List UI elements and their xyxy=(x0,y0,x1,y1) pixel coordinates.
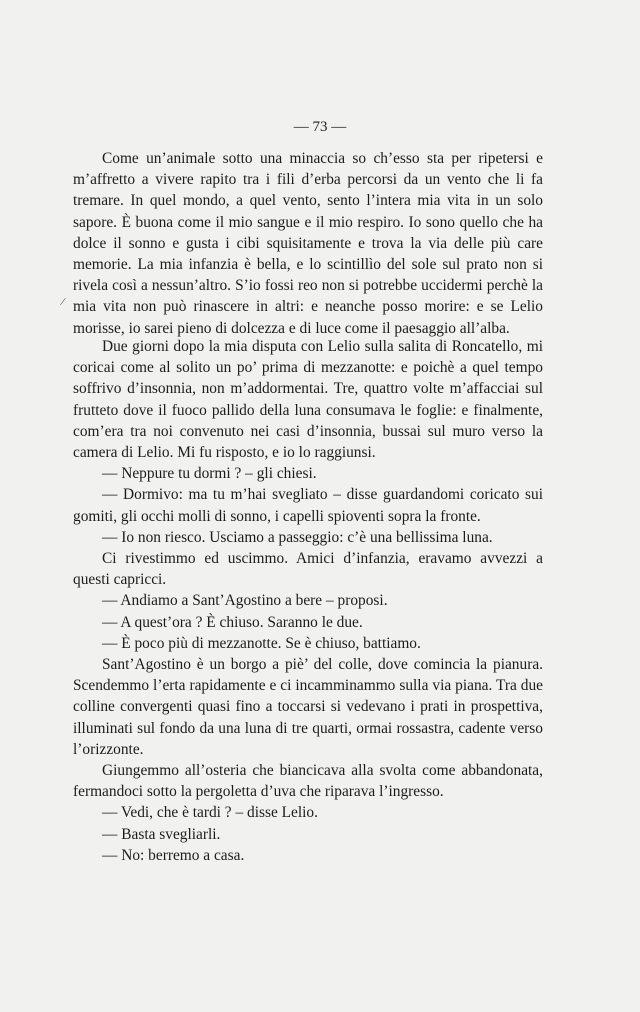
text-section-2 xyxy=(73,336,543,866)
text-section-1 xyxy=(73,148,543,339)
dialogue-line: — Basta svegliarli. xyxy=(102,825,221,843)
margin-pencil-mark: ⁄ xyxy=(62,296,64,308)
dialogue-line: — Neppure tu dormi ? – gli chiesi. xyxy=(102,465,317,483)
paragraph: Ci rivestimmo ed uscimmo. Amici d’infanzia, eravamo avvezzi a questi capricci. xyxy=(73,550,543,589)
dialogue-line: — No: berremo a casa. xyxy=(102,846,245,864)
paragraph: Giungemmo all’osteria che biancicava alla svolta come abbandonata, fermandoci sotto la pergoletta d’uva che riparava l’ingresso. xyxy=(73,762,543,801)
dialogue-line: — Dormivo: ma tu m’hai svegliato – disse guardandomi coricato sui gomiti, gli occhi molli di sonno, i capelli spioventi sopra la fronte. xyxy=(73,486,543,525)
paragraph: Due giorni dopo la mia disputa con Lelio sulla salita di Roncatello, mi coricai come al solito un po’ prima di mezzanotte: e poichè a quel tempo soffrivo d’insonnia, non m’addormentai. Tre, quattro volte m’affacciai sul frutteto dove il fuoco pallido della luna consumava le foglie: e finalmente, com’era tra noi convenuto nei casi d’insonnia, bussai sul muro verso la camera di Lelio. Mi fu risposto, e io lo raggiunsi. xyxy=(73,338,543,462)
dialogue-line: — Io non riesco. Usciamo a passeggio: c’è una bellissima luna. xyxy=(102,528,493,546)
dialogue-line: — Vedi, che è tardi ? – disse Lelio. xyxy=(102,804,318,822)
dialogue-line: — A quest’ora ? È chiuso. Saranno le due. xyxy=(102,613,363,631)
page-number: — 73 — xyxy=(293,119,347,135)
dialogue-line: — Andiamo a Sant’Agostino a bere – proposi. xyxy=(102,592,388,610)
paragraph: Come un’animale sotto una minaccia so ch’esso sta per ripetersi e m’affretto a vivere rapito tra i fili d’erba percorsi da un vento che li fa tremare. In quel mondo, a quel vento, sento l’intera mia vita in un solo sapore. È buona come il mio sangue e il mio respiro. Io sono quello che ha dolce il sonno e gusta i cibi squisitamente e trova la via delle più care memorie. La mia infanzia è bella, e lo scintillìo del sole sul prato non si rivela così a nessun’altro. S’io fossi reo non si potrebbe uccidermi perchè la mia vita non può rinascere in altri: e neanche posso morire: e se Lelio morisse, io sarei pieno di dolcezza e di luce come il paesaggio all’alba. xyxy=(73,150,543,337)
paragraph: Sant’Agostino è un borgo a piè’ del colle, dove comincia la pianura. Scendemmo l’erta rapidamente e ci incamminammo sulla via piana. Tra due colline convergenti quasi fino a toccarsi si vedevano i prati in prospettiva, illuminati sul fondo da una luna di tre quarti, ormai rossastra, cadente verso l’orizzonte. xyxy=(73,656,543,758)
dialogue-line: — È poco più di mezzanotte. Se è chiuso, battiamo. xyxy=(102,634,421,652)
